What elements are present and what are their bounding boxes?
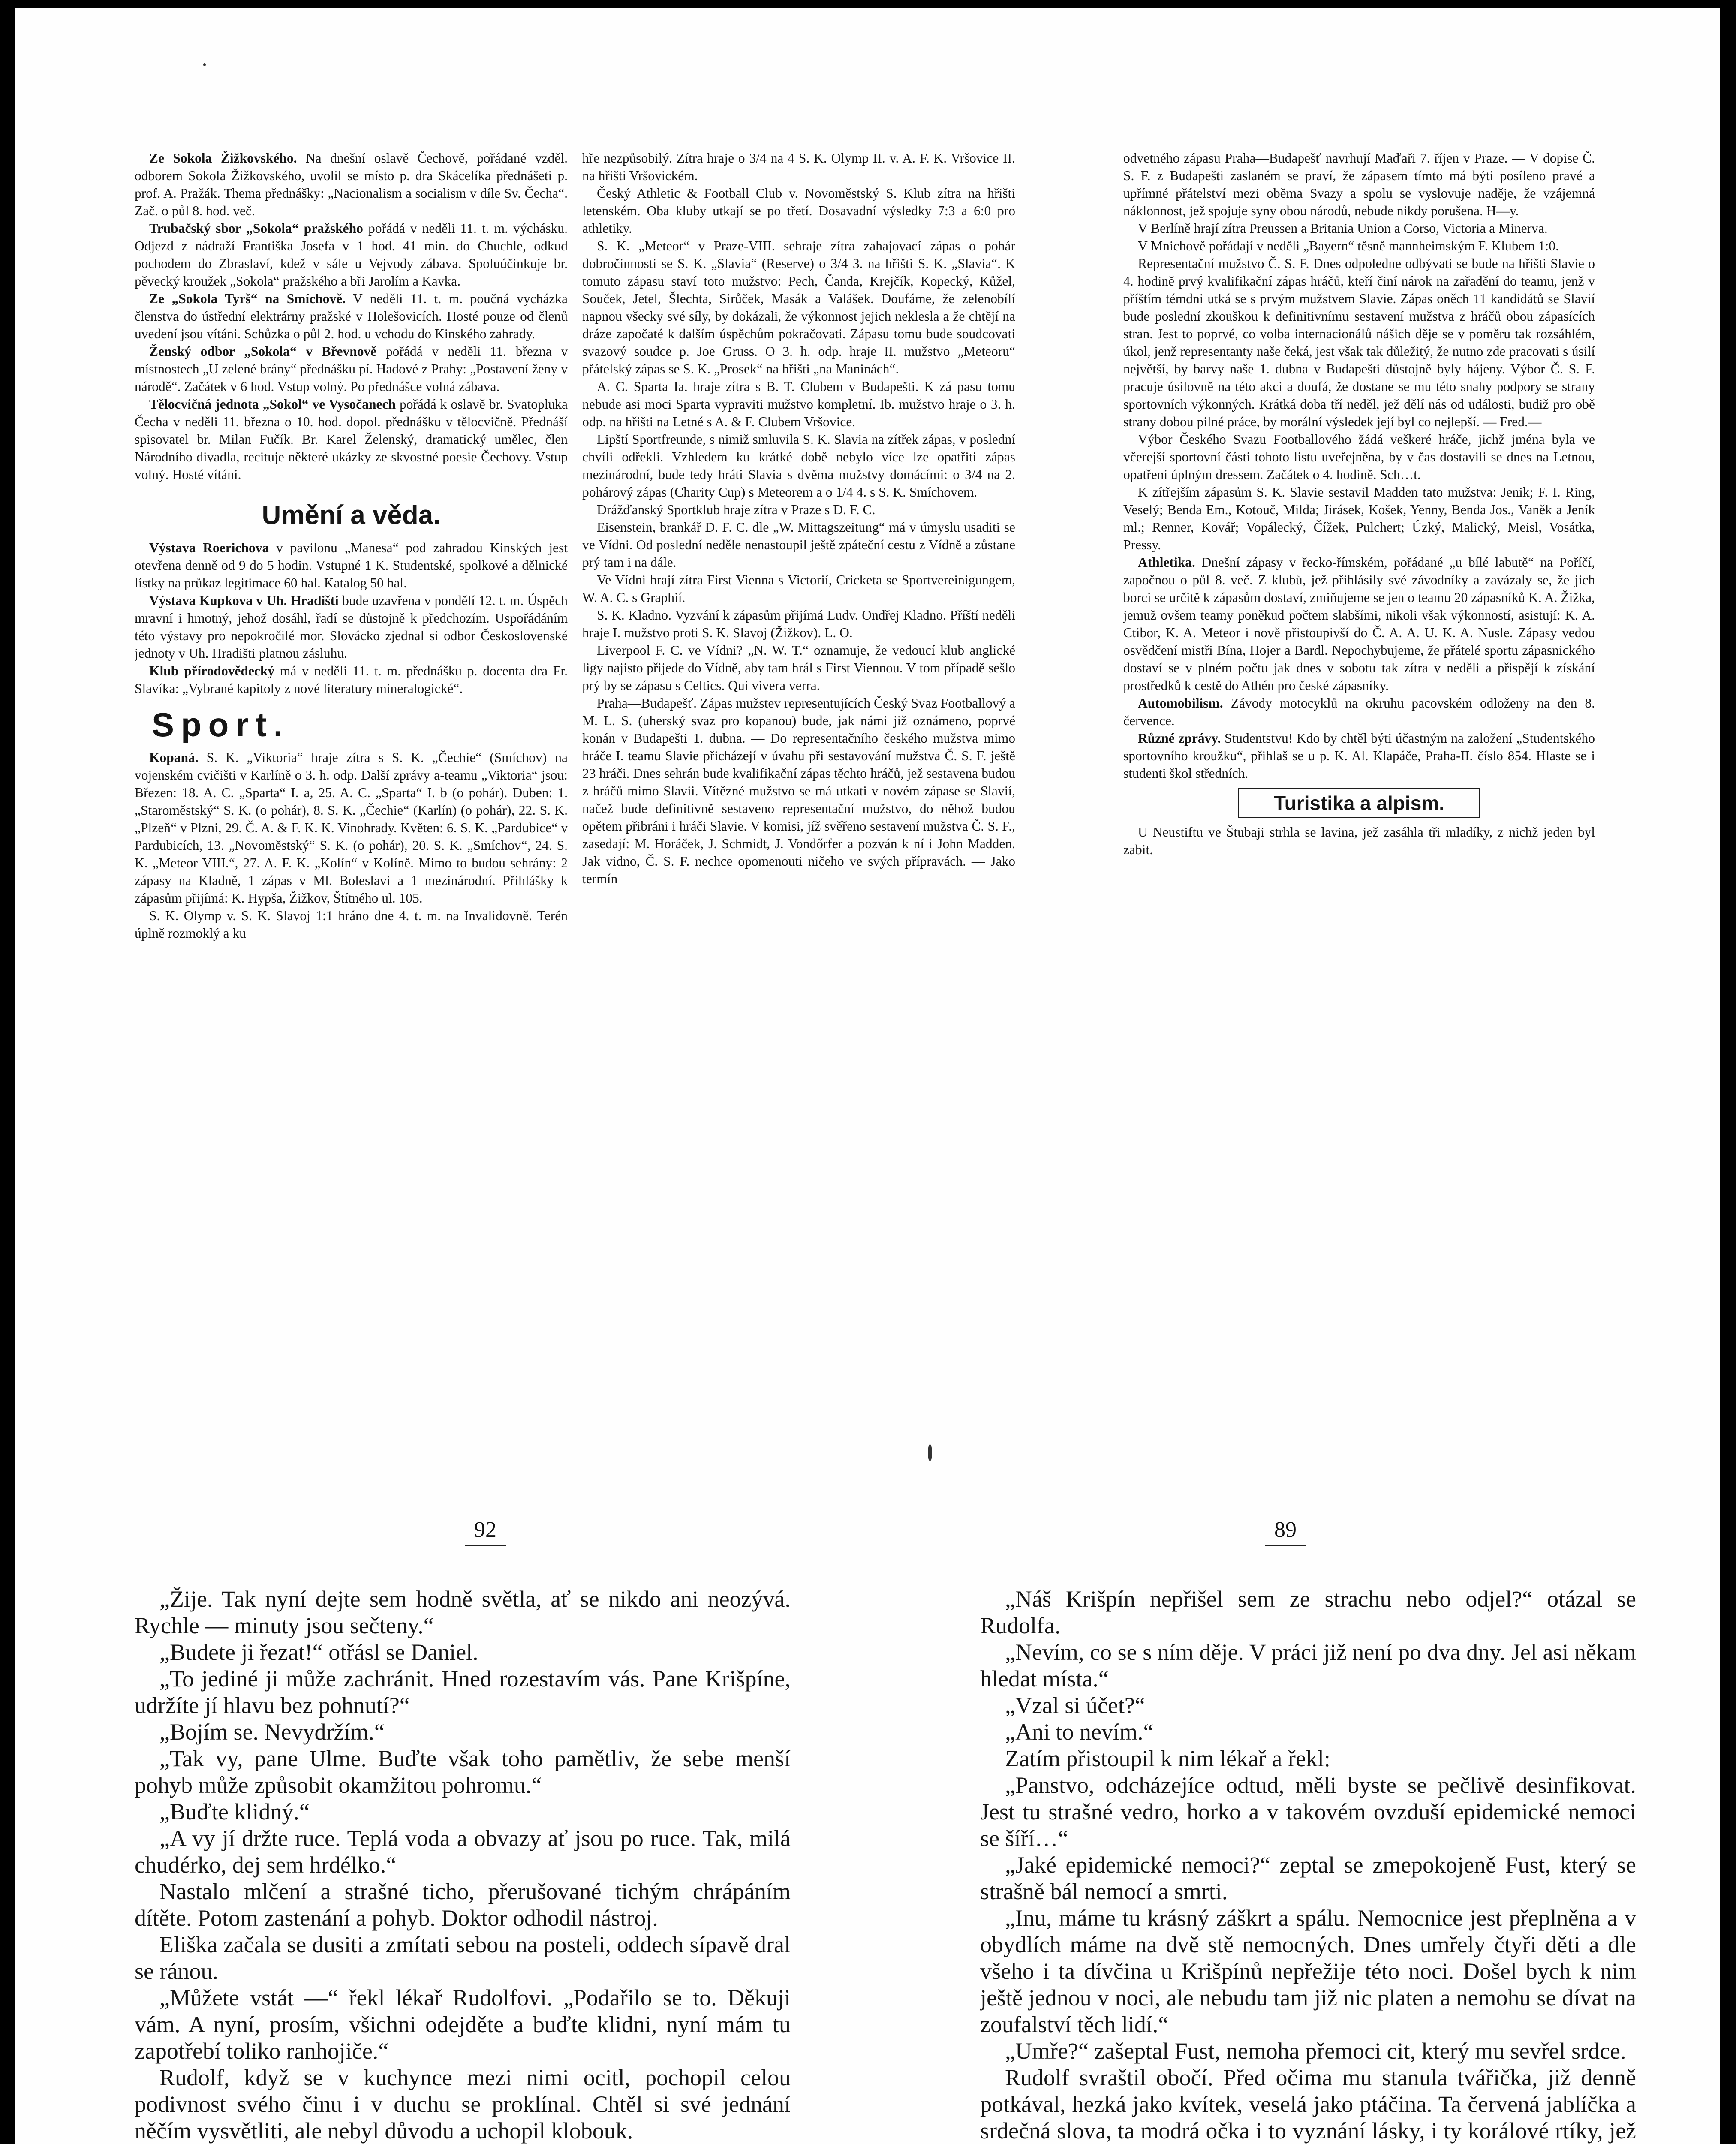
news-item: [582, 694, 1015, 888]
news-item-text: hře nezpůsobilý. Zítra hraje o 3/4 na 4 S. K. Olymp II. v. A. F. K. Vršovice II. na hřišti Vršovickém.: [582, 151, 1015, 183]
news-item-text: Drážďanský Sportklub hraje zítra v Praze s D. F. C.: [597, 502, 876, 517]
news-item-text: pořádá v neděli 11. března v místnostech „U zelené brány“ přednášku pí. Hadové z Prahy: „Postavení ženy v národě“. Začátek v 6 hod. Vstup volný. Po přednášce volná zábava.: [135, 344, 568, 394]
news-item-text: K zítřejším zápasům S. K. Slavie sestavil Madden tato mužstva: Jenik; F. I. Ring, Veselý; Benda Em., Kotouč, Milda; Jirásek, Košek, Yenny, Benda Jos., Vaněk a Jeník ml.; Renner, Kovář; Vopálecký, Čížek, Pulchert; Úzký, Malický, Meisl, Vosátka, Pressy.: [1123, 485, 1595, 552]
news-item-text: Praha—Budapešť. Zápas mužstev representujících Český Svaz Footballový a M. L. S. (uherský svaz pro kopanou) bude, jak námi již oznámeno, poprvé konán v Budapešti 1. dubna. — Do representačního českého mužstva mimo hráče I. teamu Slavie přicházejí v úvahu při sestavování mužstva Č. S. F. ještě 23 hráči. Dnes sehrán bude kvalifikační zápas těchto hráčů, jež sestavena budou z hráčů mimo Slavii. Vítězné mužstvo se má utkati v novém zápase se Slavií, načež bude definitivně sestaveno representační mužstvo, do něhož budou opětem přibráni i hráči Slavie. V komisi, jíž svěřeno sestavení mužstva Č. S. F., zasedají: M. Horáček, J. Schmidt, J. Vondőrfer a pozván k ní i John Madden. Jak vidno, Č. S. F. nechce opomenouti ničeho ve svých přípravách. — Jako termín: [582, 696, 1015, 886]
news-item: [135, 662, 568, 697]
news-item: [135, 290, 568, 343]
novel-paragraph: „A vy jí držte ruce. Teplá voda a obvazy ať jsou po ruce. Tak, milá chudérko, dej sem hrdélko.“: [135, 1825, 791, 1878]
news-item: [1123, 149, 1595, 220]
news-item: [1123, 220, 1595, 237]
novel-paragraph: Eliška začala se dusiti a zmítati sebou na posteli, oddech sípavě dral se ránou.: [135, 1932, 791, 1984]
novel-page-right: [980, 1586, 1636, 2144]
news-item: [582, 641, 1015, 694]
news-item: [135, 539, 568, 592]
news-item: [1123, 237, 1595, 255]
news-item: [135, 592, 568, 662]
news-item: [582, 149, 1015, 184]
news-item: [1123, 694, 1595, 729]
news-item-kicker: Ze Sokola Žižkovského.: [149, 151, 297, 166]
novel-paragraph: „Inu, máme tu krásný záškrt a spálu. Nemocnice jest přeplněna a v obydlích máme na dvě stě nemocných. Dnes umřely čtyři děti a dle všeho i ta dívčina u Krišpínů nepřežije této noci. Došel bych k nim ještě jednou v noci, ale nebudu tam již nic platen a nemohu se dívat na zoufalství těch lidí.“: [980, 1905, 1636, 2037]
news-item-text: Český Athletic & Football Club v. Novoměstský S. Klub zítra na hřišti letenském. Oba kluby utkají se po třetí. Dosavadní výsledky 7:3 a 6:0 pro athletiky.: [582, 186, 1015, 236]
news-item-text: V neděli 11. t. m. poučná vycházka členstva do ústřední elektrárny pražské v Holešovicích. Hosté pouze od členů uvedení jsou vítáni. Schůzka o půl 2. hod. u vchodu do Kinského zahrady.: [135, 291, 568, 341]
page-number-left-text: 92: [474, 1518, 496, 1542]
news-item-text: S. K. „Meteor“ v Praze-VIII. sehraje zítra zahajovací zápas o pohár dobročinnosti se S. K. „Slavia“ (Reserve) o 3/4 3. na hřišti S. K. „Slavia“. K tomuto zápasu staví toto mužstvo: Pech, Čanda, Krejčík, Kopecký, Kůžel, Souček, Jetel, Šlechta, Sirůček, Masák a Valášek. Doufáme, že zelenobílí napnou všecky své síly, by dokázali, že výkonnost jejich neklesla a že chtějí na dráze započaté k dalším úspěchům pokračovati. Zápasu tomu bude soudcovati svazový soudce p. Joe Gruss. O 3. h. odp. hraje II. mužstvo „Meteoru“ přátelský zápas se S. K. „Prosek“ na hřišti „na Maninách“.: [582, 238, 1015, 376]
news-item: [135, 220, 568, 290]
news-column-3: [1123, 149, 1595, 1341]
news-item-kicker: Athletika.: [1138, 555, 1195, 570]
news-item: [582, 237, 1015, 378]
news-item: [1123, 431, 1595, 483]
novel-paragraph: „Vzal si účet?“: [1005, 1692, 1145, 1718]
news-item-text: S. K. Olymp v. S. K. Slavoj 1:1 hráno dne 4. t. m. na Invalidovně. Terén úplně rozmoklý a ku: [135, 908, 568, 941]
news-item: [582, 606, 1015, 641]
scan-speck: [928, 1444, 932, 1461]
novel-paragraph: „Ani to nevím.“: [1005, 1719, 1154, 1745]
section-heading: Sport.: [152, 706, 290, 744]
news-item-text: S. K. Kladno. Vyzvání k zápasům přijímá Ludv. Ondřej Kladno. Příští neděli hraje I. mužstvo proti S. K. Slavoj (Žižkov). L. O.: [582, 608, 1015, 640]
novel-paragraph: „Žije. Tak nyní dejte sem hodně světla, ať se nikdo ani neozývá. Rychle — minuty jsou sečteny.“: [135, 1586, 791, 1638]
news-item-text: pořádá k oslavě br. Svatopluka Čecha v neděli 11. března o 10. hod. dopol. přednášku v tělocvičně. Přednáší spisovatel br. Milan Fučík. Br. Karel Želenský, dramatický umělec, člen Národního divadla, recituje některé ukázky ze skvostné poesie Čechovy. Vstup volný. Hosté vítáni.: [135, 397, 568, 482]
news-item-text: Studentstvu! Kdo by chtěl býti účastným na založení „Studentského sportovního kroužku“, přihlaš se u p. K. Al. Klapáče, Praha-II. číslo 854. Hlaste se i studenti škol středních.: [1123, 731, 1595, 781]
novel-paragraph: Rudolf, když se v kuchynce mezi nimi ocitl, pochopil celou podivnost svého činu i v duchu se proklínal. Chtěl si své jednání něčím vysvětliti, ale nebyl důvodu a uchopil klobouk.: [135, 2065, 791, 2144]
page-number-underline: [1265, 1545, 1306, 1546]
news-item: [582, 501, 1015, 518]
novel-paragraph: „Buďte klidný.“: [159, 1799, 310, 1825]
news-item-text: Závody motocyklů na okruhu pacovském odloženy na den 8. července.: [1123, 696, 1595, 728]
novel-paragraph: Rudolf svraštil obočí. Před očima mu stanula tvářička, již denně potkával, hezká jako kvítek, veselá jako ptáčina. Ta červená jablíčka a srdečná slova, ta modrá očka i to vyznání lásky, i ty korálové rtíky, jež: [980, 2065, 1636, 2144]
news-item: [1123, 823, 1595, 858]
news-item-text: pořádá v neděli 11. t. m. výchásku. Odjezd z nádraží Františka Josefa v 1 hod. 41 min. do Chuchle, odkud pochodem do Zbraslaví, kdež v sále u Vejvody zábava. Spoluúčinkuje br. pěvecký kroužek „Sokola“ pražského a bři Jarolím a Kavka.: [135, 221, 568, 289]
news-item: [1123, 554, 1595, 694]
news-item: [582, 518, 1015, 571]
news-item-text: v pavilonu „Manesa“ pod zahradou Kinských jest otevřena denně od 9 do 5 hodin. Vstupné 1 K. Studentské, spolkové a dělnické lístky na průkaz legitimace 60 hal. Katalog 50 hal.: [135, 540, 568, 590]
news-item-text: V Mnichově pořádají v neděli „Bayern“ těsně mannheimským F. Klubem 1:0.: [1138, 238, 1559, 253]
novel-paragraph: „Jaké epidemické nemoci?“ zeptal se zmepokojeně Fust, který se strašně bál nemocí a smrti.: [980, 1852, 1636, 1904]
news-item-text: V Berlíně hrají zítra Preussen a Britania Union a Corso, Victoria a Minerva.: [1138, 221, 1548, 236]
news-column-2: [582, 149, 1015, 1341]
news-item: [135, 395, 568, 483]
news-item-text: Liverpool F. C. ve Vídni? „N. W. T.“ oznamuje, že vedoucí klub anglické ligy najisto přijede do Vídně, aby tam hrál s First Viennou. V tom případě sešlo prý by se zápasu s Celtics. Qui vivera verra.: [582, 643, 1015, 693]
news-item-text: Eisenstein, brankář D. F. C. dle „W. Mittagszeitung“ má v úmyslu usaditi se ve Vídni. Od poslední neděle nenastoupil ještě zpáteční cestu z Vídně a zůstane prý tam i na dále.: [582, 520, 1015, 570]
news-item: [135, 149, 568, 220]
section-heading-boxed: Turistika a alpism.: [1238, 788, 1480, 818]
news-column-1: [135, 149, 568, 1341]
novel-paragraph: „Bojím se. Nevydržím.“: [159, 1719, 385, 1745]
news-item-text: Lipští Sportfreunde, s nimiž smluvila S. K. Slavia na zítřek zápas, v poslední chvíli odřekli. Vzhledem ku krátké době nebylo více lze opatřiti zápas mezinárodní, bude tedy hráti Slavia s dvěma mužstvy domácími: o 3/4 na 2. pohárový zápas (Charity Cup) s Meteorem a o 1/4 4. s S. K. Smíchovem.: [582, 432, 1015, 500]
news-item-text: Dnešní zápasy v řecko-římském, pořádané „u bílé labutě“ na Poříčí, započnou o půl 8. več. Z klubů, jež přihlásily své závodníky a zavázaly se, že jich borci se určitě k zápasům dostaví, zmiňujeme se jen o teamu 20 zápasníků K. A. Žižka, jemuž ovšem teamy poněkud počtem slabšími, nikoli však výkonností, asistují: K. A. Ctibor, K. A. Meteor i nově přistoupivší do Č. A. A. U. K. A. Nusle. Zápasy vedou osvědčení mistři Bína, Hojer a Bardl. Nepochybujeme, že přátelé sportu zápasnického dostaví se v plném počtu jak dnes v sobotu tak zítra v neděli a přispějí k získání prostředků k cestě do Athén pro české zápasníky.: [1123, 555, 1595, 693]
novel-paragraph: Zatím přistoupil k nim lékař a řekl:: [1005, 1746, 1330, 1771]
news-item-text: Na dnešní oslavě Čechově, pořádané vzděl. odborem Sokola Žižkovského, uvolil se místo p. dra Skácelíka přednášeti p. prof. A. Pražák. Thema přednášky: „Nacionalism a socialism v díle Sv. Čecha“. Zač. o půl 8. hod. več.: [135, 151, 568, 218]
news-item: [135, 343, 568, 395]
news-item: [1123, 483, 1595, 554]
news-item: [1123, 255, 1595, 431]
page-number-right: [1260, 1517, 1311, 1546]
page-number-right-text: 89: [1274, 1518, 1297, 1542]
novel-paragraph: Nastalo mlčení a strašné ticho, přerušované tichým chrápáním dítěte. Potom zastenání a pohyb. Doktor odhodil nástroj.: [135, 1879, 791, 1931]
novel-paragraph: „Tak vy, pane Ulme. Buďte však toho pamětliv, že sebe menší pohyb může způsobit okamžitou pohromu.“: [135, 1746, 791, 1798]
news-item: [135, 749, 568, 907]
novel-paragraph: „To jediné ji může zachránit. Hned rozestavím vás. Pane Krišpíne, udržíte jí hlavu bez pohnutí?“: [135, 1666, 791, 1718]
novel-paragraph: „Nevím, co se s ním děje. V práci již není po dva dny. Jel asi někam hledat místa.“: [980, 1639, 1636, 1692]
page-number-left: [460, 1517, 511, 1546]
news-item-text: Ve Vídni hrají zítra First Vienna s Victorií, Cricketa se Sportvereinigungem, W. A. C. s Graphií.: [582, 572, 1015, 605]
news-item-kicker: Tělocvičná jednota „Sokol“ ve Vysočanech: [149, 397, 396, 412]
novel-paragraph: „Budete ji řezat!“ otřásl se Daniel.: [159, 1639, 478, 1665]
news-item: [582, 378, 1015, 431]
section-heading: Umění a věda.: [262, 500, 441, 530]
news-item-text: bude uzavřena v pondělí 12. t. m. Úspěch mravní i hmotný, jehož dosáhl, řadí se důstojně k předchozím. Uspořádáním této výstavy pro nepokročilé mor. Slovácko zjednal si odbor Československé jednoty v Uh. Hradišti platnou zásluhu.: [135, 593, 568, 661]
novel-paragraph: „Náš Krišpín nepřišel sem ze strachu nebo odjel?“ otázal se Rudolfa.: [980, 1586, 1636, 1638]
newspaper-page: [15, 8, 1720, 2144]
news-item: [582, 571, 1015, 606]
news-item-text: A. C. Sparta Ia. hraje zítra s B. T. Clubem v Budapešti. K zá pasu tomu nebude asi moci Sparta vypraviti mužstvo kompletní. Ib. mužstvo hraje o 3. h. odp. na hřišti na Letné s A. & F. Clubem Vršovice.: [582, 379, 1015, 429]
news-item-kicker: Klub přírodovědecký: [149, 663, 275, 678]
news-item-text: U Neustiftu ve Štubaji strhla se lavina, jež zasáhla tři mladíky, z nichž jeden byl zabit.: [1123, 825, 1595, 857]
novel-paragraph: „Můžete vstát —“ řekl lékař Rudolfovi. „Podařilo se to. Děkuji vám. A nyní, prosím, všichni odejděte a buďte klidni, nyní mám tu zapotřebí toliko ranhojiče.“: [135, 1985, 791, 2064]
novel-paragraph: „Panstvo, odcházejíce odtud, měli byste se pečlivě desinfikovat. Jest tu strašné vedro, horko a v takovém ovzduší epidemické nemoci se šíří…“: [980, 1772, 1636, 1851]
novel-page-left: [135, 1586, 791, 2144]
news-item-kicker: Výstava Kupkova v Uh. Hradišti: [149, 593, 339, 608]
news-item: [582, 431, 1015, 501]
news-item-kicker: Trubačský sbor „Sokola“ pražského: [149, 221, 363, 236]
news-item-text: Representační mužstvo Č. S. F. Dnes odpoledne odbývati se bude na hřišti Slavie o 4. hodině prvý kvalifikační zápas hráčů, kteří činí nárok na zařadění do teamu, jenž v příštím témdni utká se s prvým mužstvem Slavie. Zápas oněch 11 kandidátů se Slavií bude poslední zkouškou k definitivnímu sestavení mužstva z hráčů obou zápasících stran. Jest to poprvé, co volba internacionálů nášich děje se v poměru tak rozsáhlém, úkol, jenž representanty naše čeká, jest však tak důležitý, že nutno zde pracovati s úsilí největší, by barvy naše 1. dubna v Budapešti důstojně byly hájeny. Výbor Č. S. F. pracuje úsilovně na této akci a doufá, že dostane se mu této snahy podpory se strany sportovních výkonných. Krátká doba tří neděl, jež dělí nás od události, budiž pro obě strany dobou pilné práce, by morální výsledek její byl co nejlepší. — Fred.—: [1123, 256, 1595, 429]
news-item: [135, 907, 568, 942]
news-item-text: Výbor Českého Svazu Footballového žádá veškeré hráče, jichž jména byla ve včerejší sportovní části tohoto listu uveřejněna, by v čas dostavili se dnes na Letnou, opatřeni úplným dressem. Začátek o 4. hodině. Sch…t.: [1123, 432, 1595, 482]
news-item-text: má v neděli 11. t. m. přednášku p. docenta dra Fr. Slavíka: „Vybrané kapitoly z nové literatury mineralogické“.: [135, 663, 568, 696]
news-item-text: S. K. „Viktoria“ hraje zítra s S. K. „Čechie“ (Smíchov) na vojenském cvičišti v Karlíně o 3. h. odp. Další zprávy a-teamu „Viktoria“ jsou: Březen: 18. A. C. „Sparta“ I. a, 25. A. C. „Sparta“ I. b (o pohár). Duben: 1. „Staroměstský“ S. K. (o pohár), 8. S. K. „Čechie“ (Karlín) (o pohár), 22. S. K. „Plzeň“ v Plzni, 29. Č. A. & F. K. K. Vinohrady. Květen: 6. S. K. „Pardubice“ v Pardubicích, 13. „Novoměstský“ S. K. (o pohár), 20. S. K. „Smíchov“, 24. S. K. „Meteor VIII.“, 27. A. F. K. „Kolín“ v Kolíně. Mimo to budou sehrány: 2 zápasy na Kladně, 1 zápas v Ml. Boleslavi a 1 mezinárodní. Přihlášky k zápasům přijímá: K. Hypša, Žižkov, Štítného ul. 105.: [135, 750, 568, 906]
page-number-underline: [465, 1545, 506, 1546]
news-item-kicker: Kopaná.: [149, 750, 199, 765]
news-item-kicker: Výstava Roerichova: [149, 540, 269, 555]
news-item: [1123, 729, 1595, 782]
news-item-kicker: Automobilism.: [1138, 696, 1223, 711]
news-item: [582, 184, 1015, 237]
news-item-kicker: Různé zprávy.: [1138, 731, 1221, 746]
news-item-text: odvetného zápasu Praha—Budapešť navrhují Maďaři 7. říjen v Praze. — V dopise Č. S. F. z Budapešti zaslaném se praví, že zápasem tímto má býti posíleno pravé a upřímné přátelství mezi oběma Svazy a spolu se vyslovuje naděje, že vzájemná náklonnost, jež spojuje syny obou národů, nebude nikdy porušena. H—y.: [1123, 151, 1595, 218]
novel-paragraph: „Umře?“ zašeptal Fust, nemoha přemoci cit, který mu sevřel srdce.: [1005, 2038, 1626, 2064]
news-item-kicker: Ženský odbor „Sokola“ v Břevnově: [149, 344, 377, 359]
scan-speck: [203, 63, 206, 66]
news-item-kicker: Ze „Sokola Tyrš“ na Smíchově.: [149, 291, 346, 306]
